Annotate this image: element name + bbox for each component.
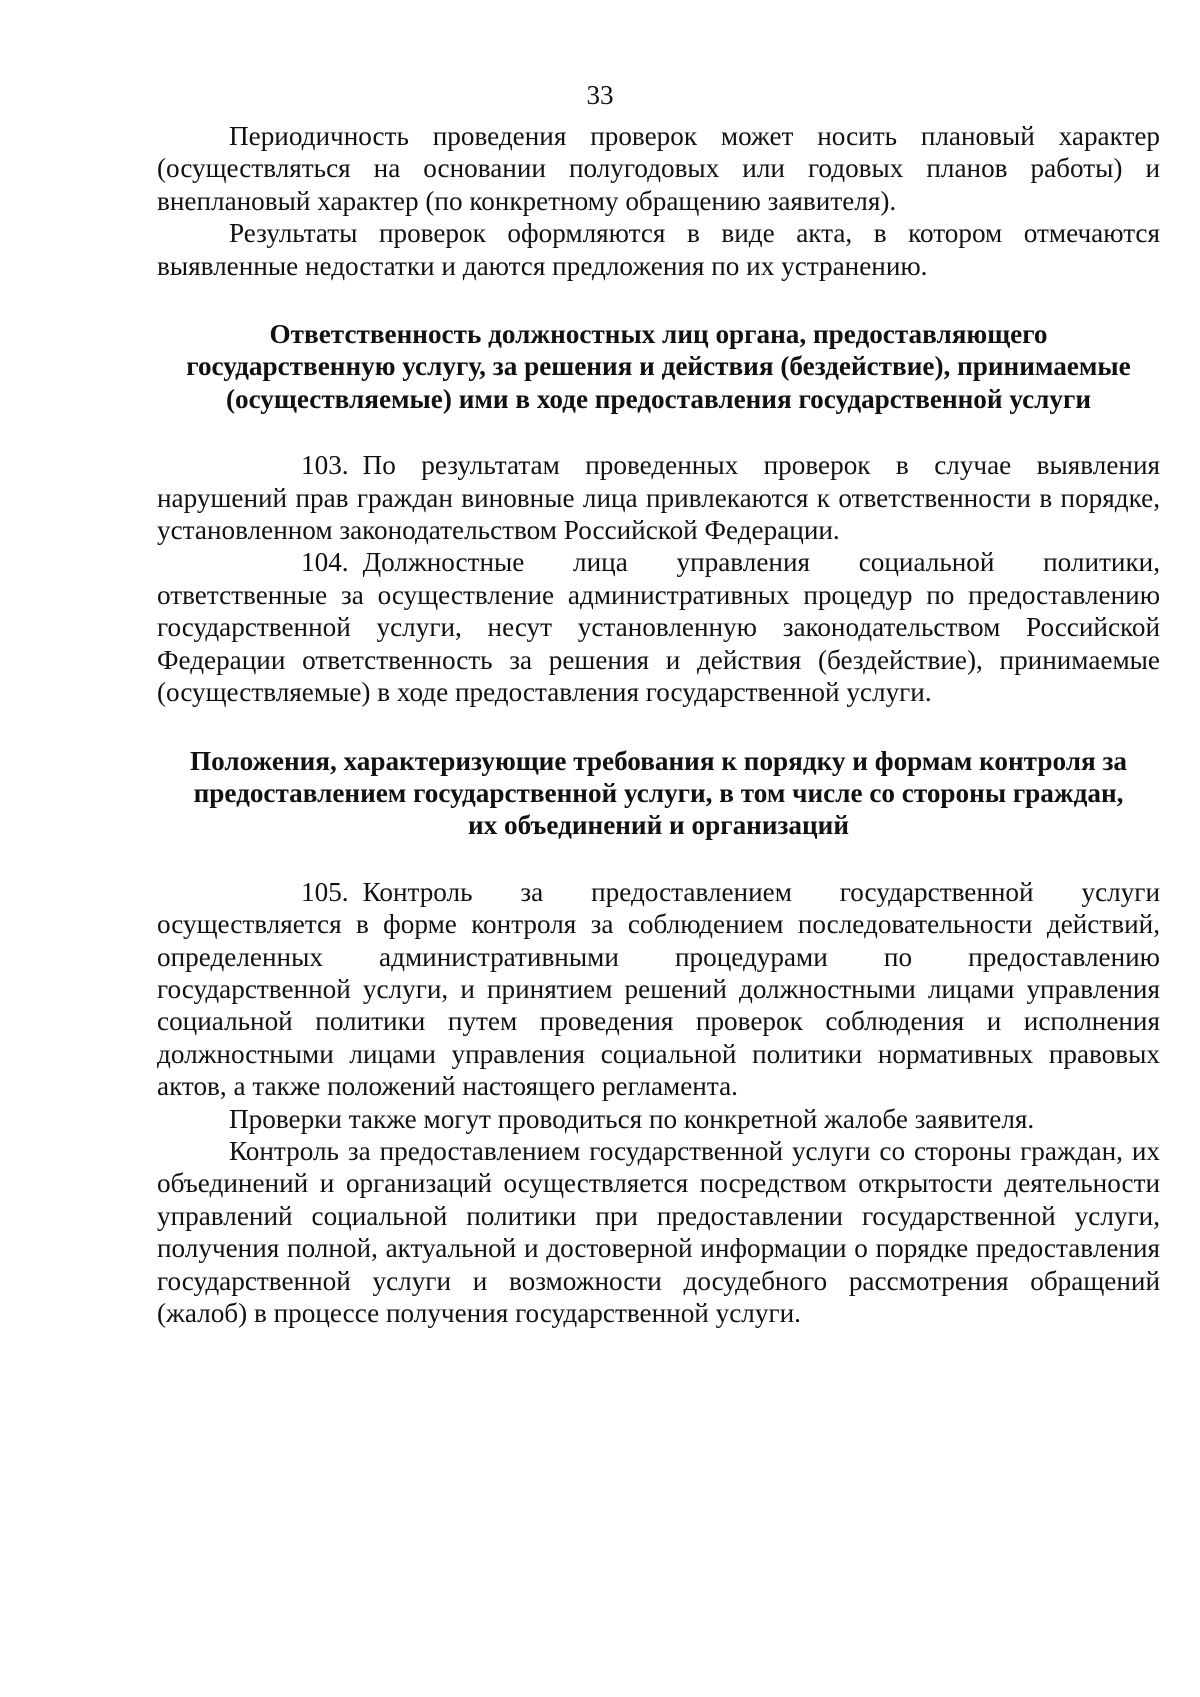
paragraph-public-control: Контроль за предоставлением государственной услуги со стороны граждан, их объединений и организаций осуществляется посредством открытости деятельности управлений социальной политики при предоставлении государственной услуги, получения полной, актуальной и достоверной информации о порядке предоставления государственной услуги и возможности досудебного рассмотрения обращений (жалоб) в процессе получения государственной услуги. [157,1135,1160,1328]
clause-text: Контроль за предоставлением государственной услуги осуществляется в форме контроля за соблюдением последовательности действий, определенных административными процедурами по предоставлению государственной услуги, и принятием решений должностными лицами управления социальной политики путем проведения проверок соблюдения и исполнения должностными лицами управления социальной политики нормативных правовых актов, а также положений настоящего регламента. [157,876,1160,1102]
clause-number: 103. [301,450,349,481]
clause-105 [157,876,1160,1103]
paragraph-inspection-periodicity: Периодичность проведения проверок может носить плановый характер (осуществляться на основании полугодовых или годовых планов работы) и внеплановый характер (по конкретному обращению заявителя). [157,121,1160,216]
clause-103 [157,449,1160,546]
document-body [157,120,1160,1329]
clause-104 [157,546,1160,708]
paragraph-complaint-inspections: Проверки также могут проводиться по конкретной жалобе заявителя. [229,1103,1035,1134]
clause-text: По результатам проведенных проверок в случае выявления нарушений прав граждан виновные лица привлекаются к ответственности в порядке, установленном законодательством Российской Федерации. [157,450,1160,546]
paragraph-inspection-results: Результаты проверок оформляются в виде акта, в котором отмечаются выявленные недостатки и даются предложения по их устранению. [157,218,1160,281]
clause-number: 105. [301,876,349,907]
clause-text: Должностные лица управления социальной политики, ответственные за осуществление административных процедур по предоставлению государственной услуги, несут установленную законодательством Российской Федерации ответственность за решения и действия (бездействие), принимаемые (осуществляемые) в ходе предоставления государственной услуги. [157,547,1160,708]
page-number: 33 [586,80,614,110]
section-heading-responsibility: Ответственность должностных лиц органа, предоставляющего государственную услугу, за решения и действия (бездействие), принимаемые (осуществляемые) ими в ходе предоставления государственной услуги [186,319,1131,414]
clause-number: 104. [301,547,349,578]
section-heading-control-provisions: Положения, характеризующие требования к порядку и формам контроля за предоставлением государственной услуги, в том числе со стороны граждан, их объединений и организаций [189,745,1128,841]
